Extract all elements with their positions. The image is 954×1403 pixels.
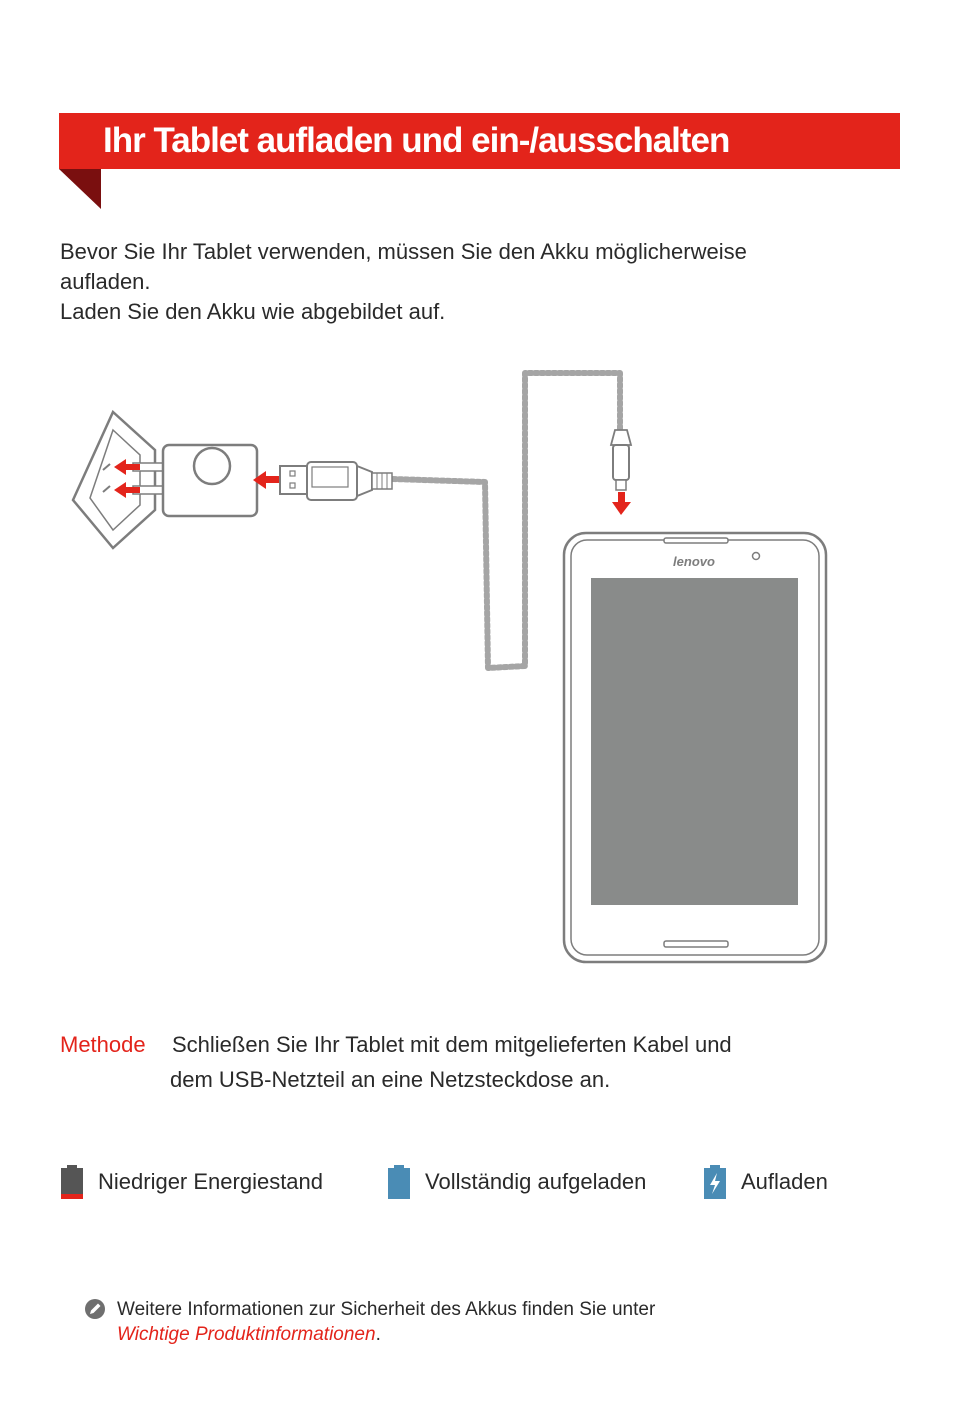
- insert-arrow-down: [612, 492, 631, 515]
- legend-full-label: Vollständig aufgeladen: [425, 1169, 647, 1194]
- battery-full-icon: [387, 1165, 411, 1199]
- tablet-icon: [564, 533, 826, 962]
- method-line-1: Schließen Sie Ihr Tablet mit dem mitgelieferten Kabel und: [172, 1032, 732, 1057]
- note-suffix: .: [375, 1324, 381, 1345]
- charging-illustration: [0, 340, 954, 980]
- legend-charging-label: Aufladen: [741, 1169, 828, 1194]
- title-banner: [59, 113, 900, 169]
- legend-low-battery: [60, 1162, 323, 1202]
- method-line-2: dem USB-Netzteil an eine Netzsteckdose an.: [170, 1067, 611, 1092]
- product-info-link[interactable]: Wichtige Produktinformationen: [117, 1324, 376, 1345]
- method-text: [172, 1027, 852, 1097]
- micro-usb-plug-icon: [611, 430, 631, 490]
- intro-text: [60, 237, 860, 327]
- note-text: [117, 1297, 857, 1347]
- intro-line-3: Laden Sie den Akku wie abgebildet auf.: [60, 299, 446, 324]
- legend-full-battery: [387, 1162, 646, 1202]
- legend-low-label: Niedriger Energiestand: [98, 1169, 324, 1194]
- battery-low-icon: [60, 1165, 84, 1199]
- lenovo-logo: lenovo: [673, 554, 715, 569]
- page-title: Ihr Tablet aufladen und ein-/ausschalten: [103, 121, 730, 160]
- banner-fold-decoration: [59, 169, 101, 209]
- legend-charging: [703, 1162, 828, 1202]
- intro-line-1: Bevor Sie Ihr Tablet verwenden, müssen Sie den Akku möglicherweise: [60, 239, 747, 264]
- wall-outlet-icon: [73, 412, 155, 548]
- battery-charging-icon: [703, 1165, 727, 1199]
- note-line: Weitere Informationen zur Sicherheit des Akkus finden Sie unter: [117, 1299, 656, 1320]
- note-link-line: [117, 1322, 857, 1347]
- intro-line-2: aufladen.: [60, 269, 151, 294]
- usb-plug-icon: [280, 462, 392, 500]
- method-label: Methode: [60, 1032, 146, 1057]
- pencil-icon: [84, 1298, 106, 1320]
